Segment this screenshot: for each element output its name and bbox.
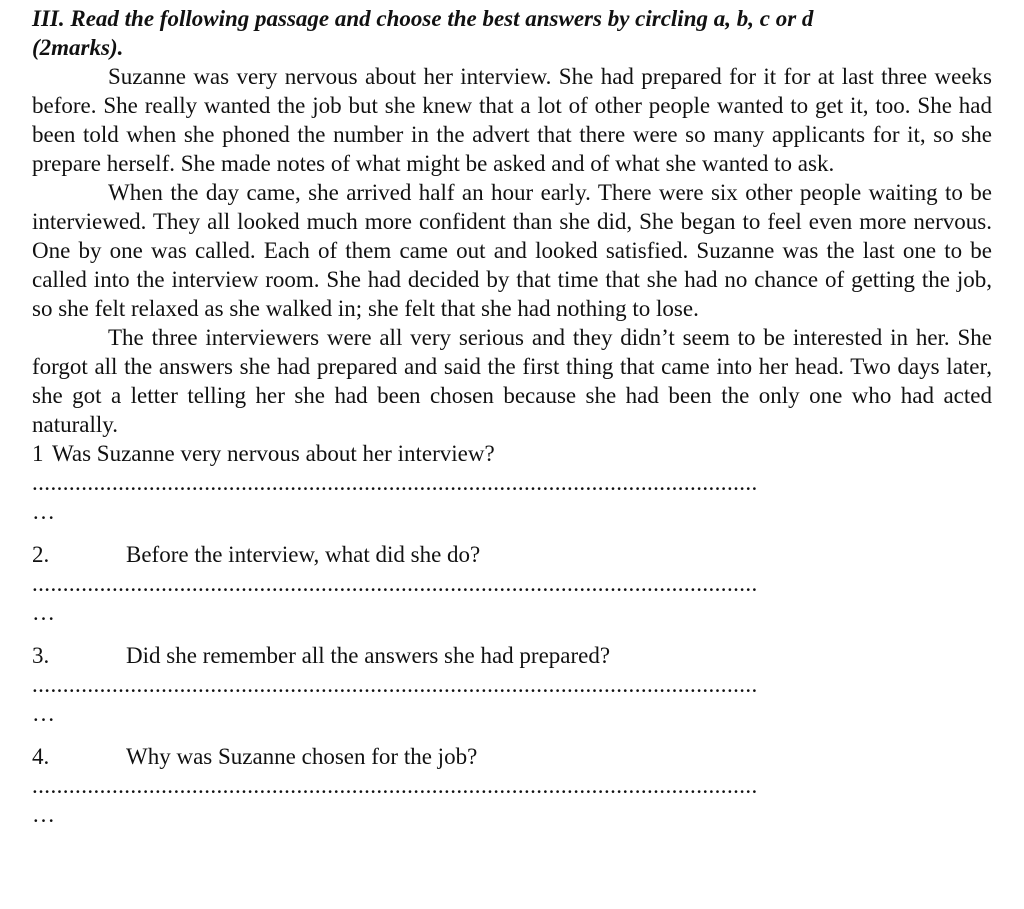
question-1 <box>32 439 992 468</box>
question-number: 3. <box>32 643 50 668</box>
passage-paragraph-1: Suzanne was very nervous about her interview. She had prepared for it for at last three weeks before. She really wanted the job but she knew that a lot of other people wanted to get it, too. She had been told when she phoned the number in the advert that there were so many applicants for it, so she prepare herself. She made notes of what might be asked and of what she wanted to ask. <box>32 64 992 176</box>
answer-line-4[interactable]: ...................................................................................................................... <box>32 773 758 798</box>
answer-line-2-end: … <box>32 600 55 625</box>
answer-line-1[interactable]: ...................................................................................................................... <box>32 470 758 495</box>
answer-line-3[interactable]: ...................................................................................................................... <box>32 672 758 697</box>
question-number: 4. <box>32 744 50 769</box>
question-2 <box>32 540 992 569</box>
exercise-content <box>32 4 992 829</box>
question-3 <box>32 641 992 670</box>
question-number: 2. <box>32 542 50 567</box>
passage-paragraph-3: The three interviewers were all very serious and they didn’t seem to be interested in her. She forgot all the answers she had prepared and said the first thing that came into her head. Two days later, she got a letter telling her she had been chosen because she had been the only one who had acted naturally. <box>32 325 992 437</box>
question-text: Did she remember all the answers she had prepared? <box>126 643 611 668</box>
exercise-heading-marks: (2marks). <box>32 35 124 60</box>
answer-line-2[interactable]: ...................................................................................................................... <box>32 571 758 596</box>
answer-line-1-end: … <box>32 499 55 524</box>
question-text: Why was Suzanne chosen for the job? <box>126 744 478 769</box>
question-number: 1 <box>32 441 44 466</box>
answer-line-3-end: … <box>32 701 55 726</box>
passage-paragraph-2: When the day came, she arrived half an hour early. There were six other people waiting to be interviewed. They all looked much more confident than she did, She began to feel even more nervous. One by one was called. Each of them came out and looked satisfied. Suzanne was the last one to be called into the interview room. She had decided by that time that she had no chance of getting the job, so she felt relaxed as she walked in; she felt that she had nothing to lose. <box>32 180 992 321</box>
exercise-heading: III. Read the following passage and choose the best answers by circling a, b, c or d <box>32 6 814 31</box>
answer-line-4-end: … <box>32 802 55 827</box>
question-text: Was Suzanne very nervous about her interview? <box>52 441 495 466</box>
question-4 <box>32 742 992 771</box>
question-text: Before the interview, what did she do? <box>126 542 481 567</box>
reading-passage <box>32 62 992 439</box>
